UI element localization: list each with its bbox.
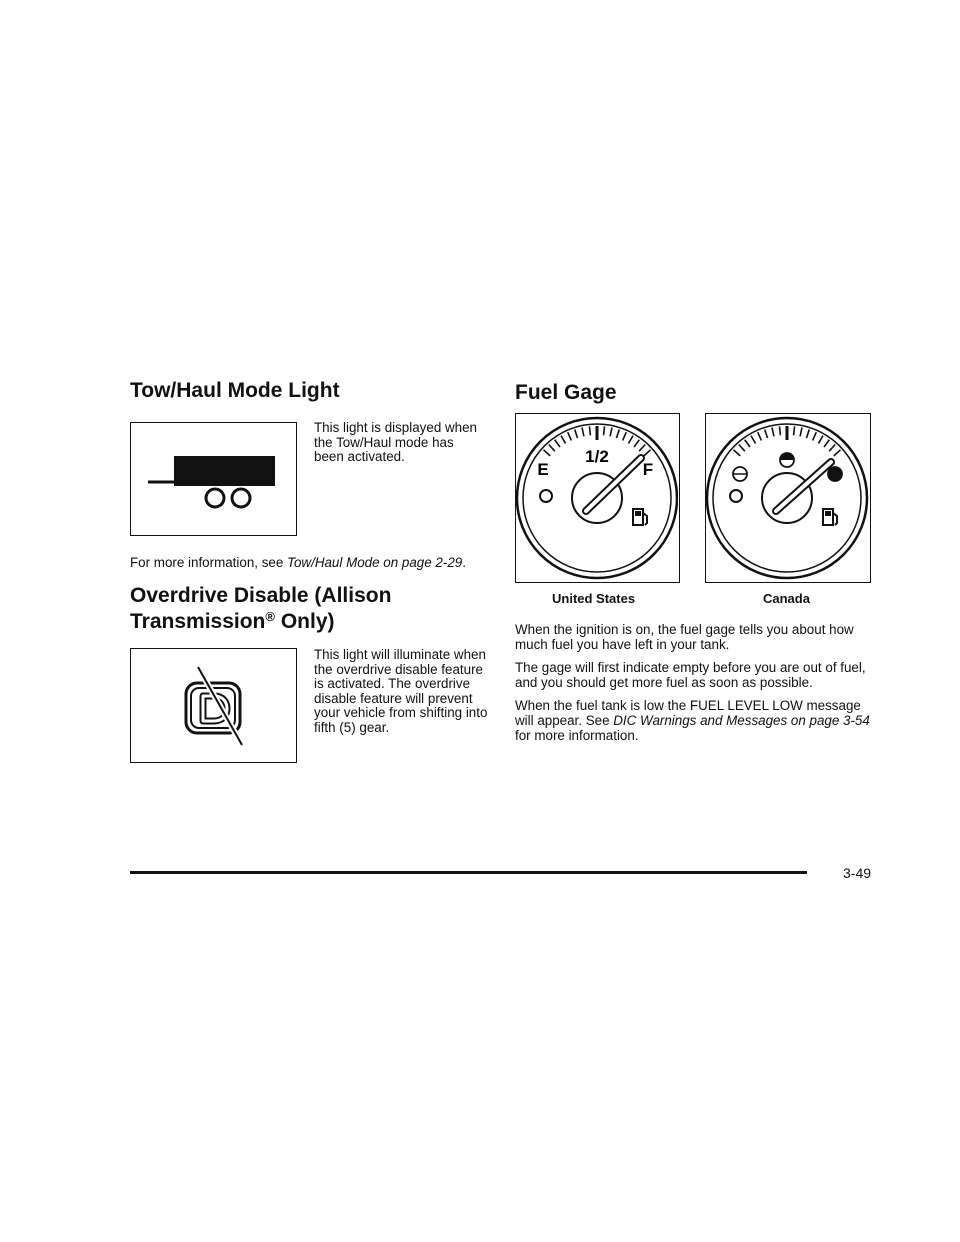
registered-mark: ® — [265, 609, 275, 624]
full-symbol-icon — [828, 467, 842, 481]
fuel-gauge-canada-figure — [705, 413, 871, 583]
overdrive-heading-line2b: Only) — [274, 610, 335, 633]
gauge-empty-label: E — [537, 460, 549, 479]
overdrive-heading-line1: Overdrive Disable (Allison — [130, 584, 392, 607]
trailer-icon — [131, 423, 295, 534]
dic-warnings-page-link[interactable]: DIC Warnings and Messages on page 3-54 — [613, 712, 870, 728]
tow-haul-more-suffix: . — [462, 555, 466, 570]
gauge-tick — [604, 426, 605, 435]
fuel-gage-para-3 — [515, 699, 875, 743]
tow-haul-mode-page-link[interactable]: Tow/Haul Mode on page 2-29 — [287, 555, 463, 570]
fuel-gage-heading: Fuel Gage — [515, 381, 617, 404]
fuel-gage-text — [515, 623, 875, 752]
tow-haul-description: This light is displayed when the Tow/Haul mode has been activated. — [314, 420, 478, 465]
fuel-gage-para-3-prefix: When the fuel tank is low the FUEL LEVEL LOW message will appear. See — [515, 698, 861, 728]
gauge-tick — [794, 426, 795, 435]
gauge-half-label: 1/2 — [585, 447, 609, 466]
overdrive-disable-light-figure — [130, 648, 297, 763]
gauge-tick — [589, 426, 590, 435]
tow-haul-heading: Tow/Haul Mode Light — [130, 379, 340, 402]
gauge-full-label: F — [642, 460, 654, 479]
gauge-tick — [779, 426, 780, 435]
fuel-gage-para-3-suffix: for more information. — [515, 727, 639, 743]
fuel-gage-para-1: When the ignition is on, the fuel gage tells you about how much fuel you have left in your tank. — [515, 622, 854, 652]
overdrive-heading-line2a: Transmission — [130, 610, 266, 633]
tow-haul-more-info — [130, 556, 500, 571]
empty-symbol-icon — [733, 467, 747, 481]
fuel-gauge-canada-icon — [706, 414, 869, 581]
tow-haul-more-prefix: For more information, see — [130, 555, 288, 570]
overdrive-heading — [130, 583, 500, 635]
fuel-gauge-us-icon — [516, 414, 678, 581]
overdrive-description: This light will illuminate when the overdrive disable feature is activated. The overdrive disable feature will prevent your vehicle from shifting into fifth (5) gear. — [314, 647, 488, 735]
fuel-gage-para-2: The gage will first indicate empty before you are out of fuel, and you should get more fuel as soon as possible. — [515, 660, 866, 690]
fuel-gauge-us-figure — [515, 413, 680, 583]
gauge-caption-canada: Canada — [763, 591, 810, 606]
page-number: 3-49 — [843, 865, 872, 881]
footer-rule — [130, 871, 807, 874]
half-symbol-icon — [780, 453, 794, 467]
gauge-caption-united-states: United States — [552, 591, 636, 606]
tow-haul-light-figure — [130, 422, 297, 536]
overdrive-disable-icon — [131, 649, 295, 761]
